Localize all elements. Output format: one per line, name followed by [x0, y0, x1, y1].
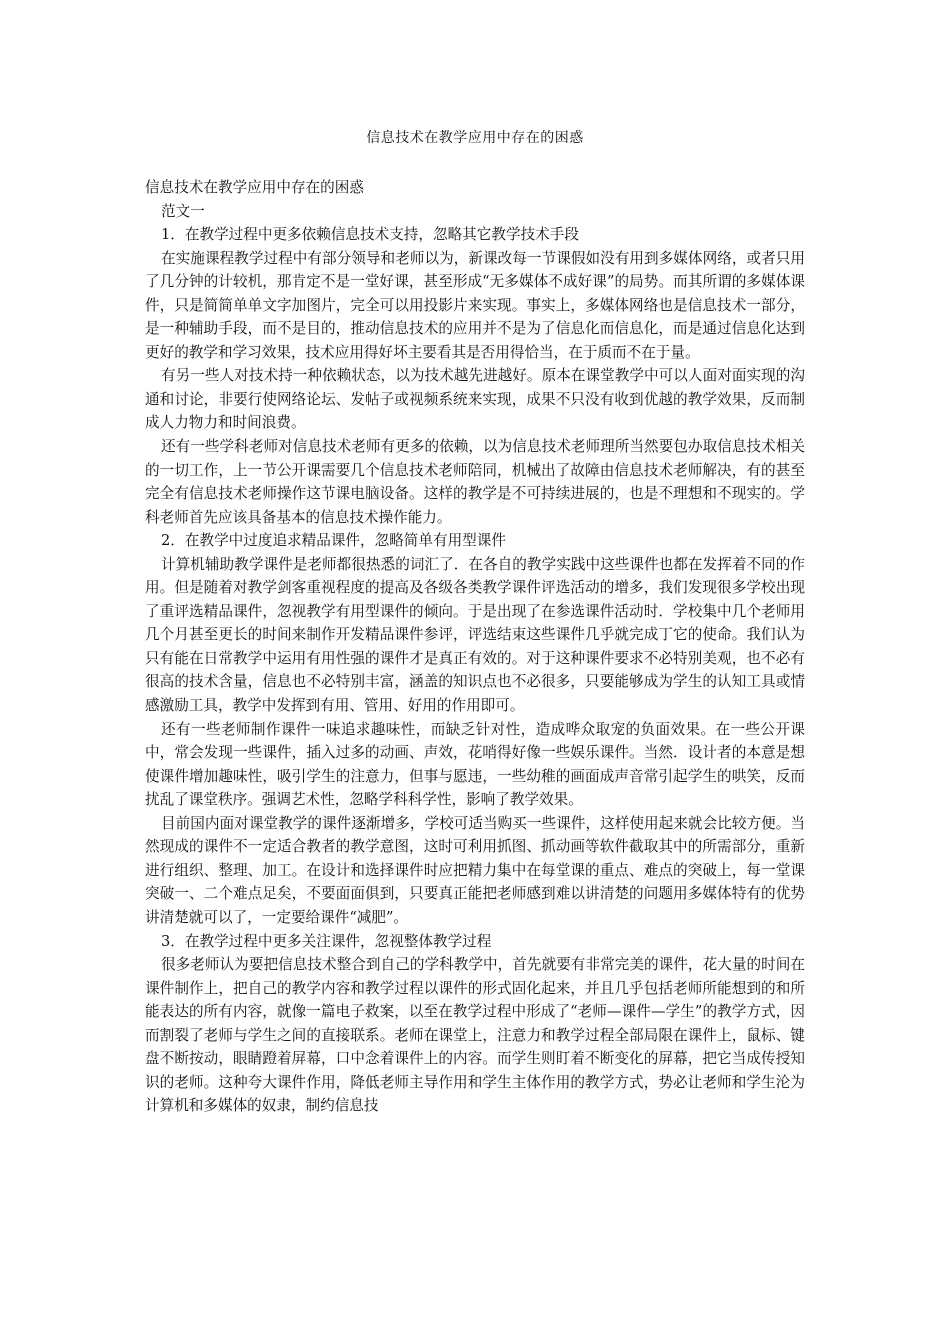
paragraph: 目前国内面对课堂教学的课件逐渐增多，学校可适当购买一些课件，这样使用起来就会比较方便。当然现成的课件不一定适合教者的教学意图，这时可利用抓图、抓动画等软件截取其中的所需部分，重新进行组织、整理、加工。在设计和选择课件时应把精力集中在每堂课的重点、难点的突破上，每一堂课突破一、二个难点足矣，不要面面俱到，只要真正能把老师感到难以讲清楚的问题用多媒体特有的优势讲清楚就可以了，一定要给课件“减肥”。: [145, 814, 805, 926]
paragraph: 在实施课程教学过程中有部分领导和老师以为，新课改每一节课假如没有用到多媒体网络，或者只用了几分钟的计较机，那肯定不是一堂好课，甚至形成“无多媒体不成好课”的局势。而其所谓的多媒体课件，只是简简单单文字加图片，完全可以用投影片来实现。事实上，多媒体网络也是信息技术一部分，是一种辅助手段，而不是目的，推动信息技术的应用并不是为了信息化而信息化，而是通过信息化达到更好的教学和学习效果，技术应用得好坏主要看其是否用得恰当，在于质而不在于量。: [145, 249, 805, 361]
paragraph: 有另一些人对技术持一种依赖状态，以为技术越先进越好。原本在课堂教学中可以人面对面实现的沟通和讨论，非要行使网络论坛、发帖子或视频系统来实现，成果不只没有收到优越的教学效果，反而制成人力物力和时间浪费。: [145, 367, 805, 432]
section-heading-1: 1．在教学过程中更多依赖信息技术支持，忽略其它教学技术手段: [161, 226, 579, 244]
page-title: 信息技术在教学应用中存在的困惑: [366, 130, 584, 146]
document-heading: 信息技术在教学应用中存在的困惑: [145, 179, 364, 196]
paragraph: 还有一些老师制作课件一味追求趣味性，而缺乏针对性，造成哗众取宠的负面效果。在一些公开课中，常会发现一些课件，插入过多的动画、声效，花哨得好像一些娱乐课件。当然．设计者的本意是想使课件增加趣味性，吸引学生的注意力，但事与愿违，一些幼稚的画面成声音常引起学生的哄笑，反而扰乱了课堂秩序。强调艺术性，忽略学科科学性，影响了教学效果。: [145, 720, 805, 809]
sample-label: 范文一: [161, 202, 205, 220]
paragraph: 计算机辅助教学课件是老师都很热悉的词汇了．在各自的教学实践中这些课件也都在发挥着不同的作用。但是随着对教学剑客重视程度的提高及各级各类教学课件评选活动的增多，我们发现很多学校出现了重评选精品课件，忽视教学有用型课件的倾向。于是出现了在参选课件活动时．学校集中几个老师用几个月甚至更长的时间来制作开发精品课件参评，评选结束这些课件几乎就完成丁它的使命。我们认为只有能在日常教学中运用有用性强的课件才是真正有效的。对于这种课件要求不必特别美观，也不必有很高的技术含量，信息也不必特别丰富，涵盖的知识点也不必很多，只要能够成为学生的认知工具或情感激励工具，教学中发挥到有用、管用、好用的作用即可。: [145, 555, 805, 715]
section-heading-3: 3．在教学过程中更多关注课件，忽视整体教学过程: [161, 932, 492, 950]
section-heading-2: 2．在教学中过度追求精品课件，忽略简单有用型课件: [161, 532, 506, 550]
paragraph: 还有一些学科老师对信息技术老师有更多的依赖，以为信息技术老师理所当然要包办取信息技术相关的一切工作，上一节公开课需要几个信息技术老师陪同，机械出了故障由信息技术老师解决，有的甚至完全有信息技术老师操作这节课电脑设备。这样的教学是不可持续进展的，也是不理想和不现实的。学科老师首先应该具备基本的信息技术操作能力。: [145, 438, 805, 526]
paragraph: 很多老师认为要把信息技术整合到自己的学科教学中，首先就要有非常完美的课件，花大量的时间在课件制作上，把自己的教学内容和教学过程以课件的形式固化起来，并且几乎包括老师所能想到的和所能表达的所有内容，就像一篇电子救案，以至在教学过程中形成了“老师—课件—学生”的教学方式，因而割裂了老师与学生之间的直接联系。老师在课堂上，注意力和教学过程全部局限在课件上，鼠标、键盘不断按动，眼睛蹬着屏幕，口中念着课件上的内容。而学生则盯着不断变化的屏幕，把它当成传授知识的老师。这种夸大课件作用，降低老师主导作用和学生主体作用的教学方式，势必让老师和学生沦为计算机和多媒体的奴隶，制约信息技: [145, 956, 805, 1115]
document-body: [145, 176, 805, 1118]
